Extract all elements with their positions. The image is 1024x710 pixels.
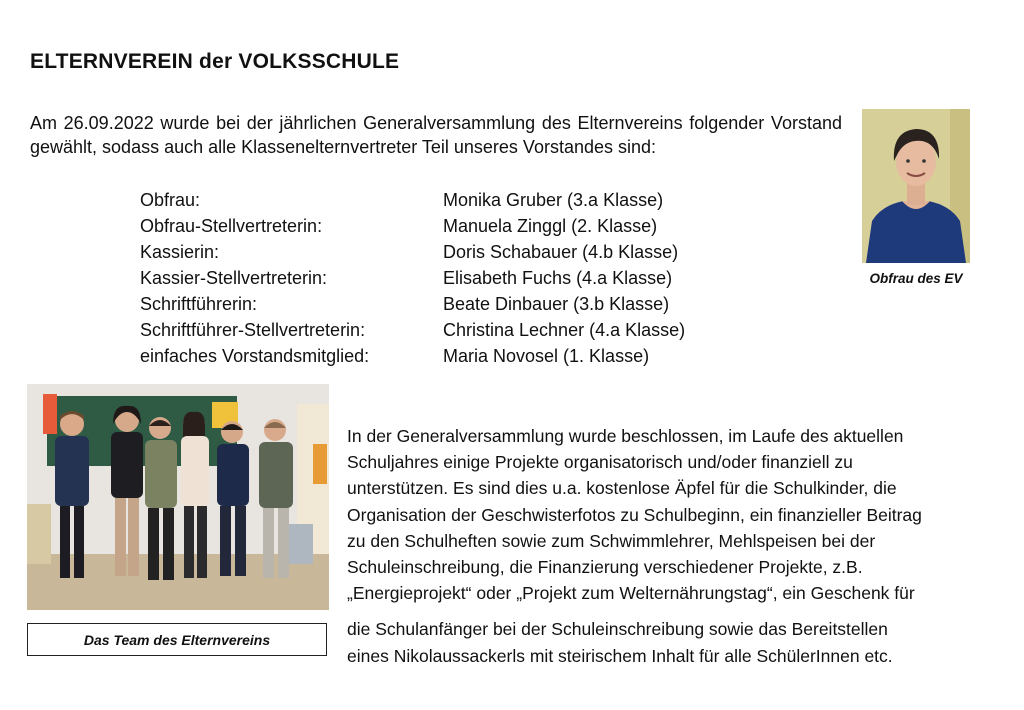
board-member-name: Maria Novosel (1. Klasse) bbox=[443, 345, 650, 366]
intro-paragraph: Am 26.09.2022 wurde bei der jährlichen Generalversammlung des Elternvereins folgender Vorstand gewählt, sodass auch alle Klassenelternvertreter Teil unseres Vorstandes sind: bbox=[30, 113, 842, 157]
portrait-photo bbox=[862, 109, 970, 263]
body-line: die Schulanfänger bei der Schuleinschreibung sowie das Bereitstellen bbox=[347, 619, 888, 640]
body-line: Organisation der Geschwisterfotos zu Schulbeginn, ein finanzieller Beitrag bbox=[347, 504, 922, 525]
board-row bbox=[140, 265, 685, 291]
board-role: Kassier-Stellvertreterin: bbox=[140, 267, 328, 288]
paragraph-gap bbox=[347, 606, 1002, 616]
body-line: In der Generalversammlung wurde beschlossen, im Laufe des aktuellen bbox=[347, 426, 904, 446]
team-photo bbox=[27, 384, 329, 610]
board-role: Schriftführerin: bbox=[140, 293, 258, 314]
board-role: einfaches Vorstandsmitglied: bbox=[140, 345, 370, 366]
board-row bbox=[140, 317, 685, 343]
body-line: eines Nikolaussackerls mit steirischem Inhalt für alle SchülerInnen etc. bbox=[347, 645, 893, 666]
portrait-illustration bbox=[862, 109, 970, 263]
document-title: ELTERNVEREIN der VOLKSSCHULE bbox=[30, 50, 400, 73]
body-line: Schuljahres einige Projekte organisatorisch und/oder finanziell zu bbox=[347, 452, 853, 473]
board-role: Obfrau: bbox=[140, 189, 201, 210]
body-line: zu den Schulheften sowie zum Schwimmlehrer, Mehlspeisen bei der bbox=[347, 530, 876, 551]
board-member-name: Elisabeth Fuchs (4.a Klasse) bbox=[443, 267, 673, 288]
board-row bbox=[140, 213, 685, 239]
board-role: Obfrau-Stellvertreterin: bbox=[140, 215, 323, 236]
board-row bbox=[140, 291, 685, 317]
board-member-name: Manuela Zinggl (2. Klasse) bbox=[443, 215, 658, 236]
body-line: „Energieprojekt“ oder „Projekt zum Welternährungstag“, ein Geschenk für bbox=[347, 583, 915, 604]
board-row bbox=[140, 343, 685, 369]
board-member-name: Monika Gruber (3.a Klasse) bbox=[443, 189, 664, 210]
team-photo-illustration bbox=[27, 384, 329, 610]
board-member-name: Doris Schabauer (4.b Klasse) bbox=[443, 241, 679, 262]
body-line: unterstützen. Es sind dies u.a. kostenlose Äpfel für die Schulkinder, die bbox=[347, 478, 897, 499]
board-member-name: Beate Dinbauer (3.b Klasse) bbox=[443, 293, 670, 314]
portrait-caption: Obfrau des EV bbox=[869, 271, 963, 286]
board-row bbox=[140, 187, 685, 213]
board-member-name: Christina Lechner (4.a Klasse) bbox=[443, 319, 686, 340]
board-role: Schriftführer-Stellvertreterin: bbox=[140, 319, 366, 340]
board-role: Kassierin: bbox=[140, 241, 220, 262]
team-caption: Das Team des Elternvereins bbox=[27, 623, 327, 656]
body-line: Schuleinschreibung, die Finanzierung verschiedener Projekte, z.B. bbox=[347, 556, 863, 577]
board-list bbox=[140, 187, 685, 369]
body-paragraph bbox=[347, 423, 1002, 669]
board-row bbox=[140, 239, 685, 265]
